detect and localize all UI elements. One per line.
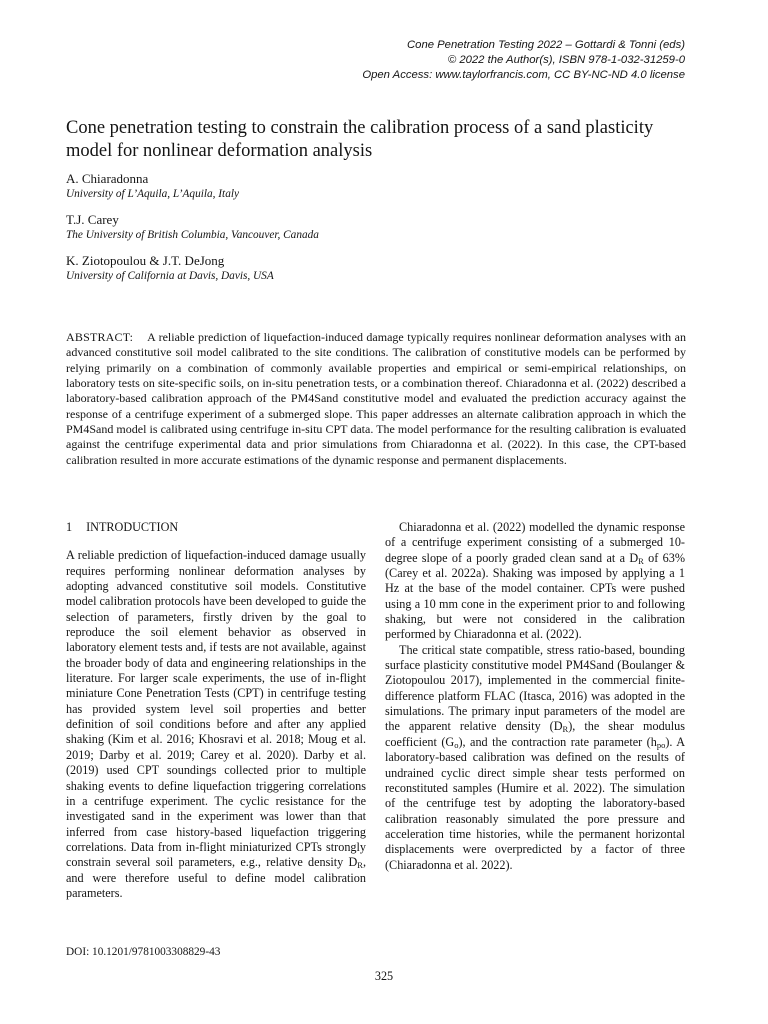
paragraph-text: The critical state compatible, stress ratio-based, bounding surface plasticity constitutive model PM4Sand (Boulanger & Ziotopoulou 2017), implemented in the commercial finite-difference platform FLAC (Itasca, 2016) was adopted in the simulations. The primary input parameters of the model are the apparent relative density (D <box>385 642 685 734</box>
paragraph-text: , and were therefore useful to define model calibration parameters. <box>66 855 366 900</box>
author-affiliation: University of L’Aquila, L’Aquila, Italy <box>66 188 239 200</box>
subscript: R <box>562 724 569 735</box>
header-copyright-line: © 2022 the Author(s), ISBN 978-1-032-31259-0 <box>447 54 685 66</box>
right-column <box>385 520 685 873</box>
publication-header <box>265 38 685 83</box>
abstract <box>66 330 686 468</box>
section-title: INTRODUCTION <box>86 520 179 534</box>
paper-title: Cone penetration testing to constrain the calibration process of a sand plasticity model for nonlinear deformation analysis <box>66 118 654 161</box>
author-block-1 <box>66 171 686 202</box>
author-name: A. Chiaradonna <box>66 171 149 186</box>
intro-paragraph-2 <box>385 520 685 643</box>
paragraph-text: of 63% (Carey et al. 2022a). Shaking was imposed by applying a 1 Hz at the base of the model container. CPTs were pushed using a 10 mm cone in the experiment prior to and following shaking, but were not considered in the calibration performed by Chiaradonna et al. (2022). <box>385 550 685 642</box>
header-proceedings-line: Cone Penetration Testing 2022 – Gottardi & Tonni (eds) <box>407 39 685 51</box>
section-heading <box>66 520 366 535</box>
author-block-2 <box>66 212 686 243</box>
left-column <box>66 520 366 901</box>
subscript: R <box>638 555 644 566</box>
paragraph-text: A reliable prediction of liquefaction-induced damage usually requires performing nonlinear deformation analyses by adopting advanced constitutive soil models. Constitutive model calibration protocols have been developed to guide the selection of parameters, firstly driven by the goal to reproduce the soil element behavior as observed in laboratory element tests and, if tests are not available, against the broader body of data and engineering relationships in the literature. For larger scale experiments, the use of in-flight miniature Cone Penetration Tests (CPT) in centrifuge testing has provided system level soil properties and better definition of soil conditions before and after any applied shaking (Kim et al. 2016; Khosravi et al. 2018; Moug et al. 2019; Darby et al. 2019; Carey et al. 2020). Darby et al. (2019) used CPT soundings collected prior to multiple shaking events to define liquefaction triggering correlations in a centrifuge experiment. The cyclic resistance for the investigated sand in the experiment was lower than that inferred from case history-based liquefaction triggering correlations. Data from in-flight miniaturized CPTs strongly constrain several soil parameters, e.g., relative density D <box>66 548 366 870</box>
paragraph-text: ), and the contraction rate parameter (h <box>458 734 657 749</box>
subscript: po <box>656 739 666 750</box>
author-affiliation: University of California at Davis, Davis, USA <box>66 270 274 282</box>
subscript: R <box>357 860 363 871</box>
section-number: 1 <box>66 520 73 534</box>
abstract-text: A reliable prediction of liquefaction-induced damage typically requires nonlinear deformation analyses with an advanced constitutive soil model calibrated to the site conditions. The calibration of constitutive models can be performed by relying primarily on a combination of commonly available properties and empirical or semi-empirical relationships, on laboratory tests on site-specific soils, on in-situ penetration tests, or a combination thereof. Chiaradonna et al. (2022) described a laboratory-based calibration approach of the PM4Sand constitutive model and evaluated the prediction accuracy against the response of a centrifuge experiment of a submerged slope. This paper addresses an alternate calibration approach in which the PM4Sand model is calibrated using centrifuge in-situ CPT data. The model performance for the resulting calibration is evaluated against the centrifuge experimental data and prior simulations from Chiaradonna et al. (2022). In this case, the CPT-based calibration resulted in more accurate estimations of the dynamic response and permanent displacements. <box>66 330 686 467</box>
paragraph-text: Chiaradonna et al. (2022) modelled the dynamic response of a centrifuge experiment consisting of a submerged 10-degree slope of a poorly graded clean sand at a D <box>385 520 685 565</box>
abstract-label: ABSTRACT: <box>66 330 134 344</box>
paragraph-text: ). A laboratory-based calibration was defined on the results of undrained cyclic direct simple shear tests performed on reconstituted samples (Humire et al. 2022). The simulation of the centrifuge test by adopting the laboratory-based calibration reasonably simulated the pore pressure and acceleration time histories, while the permanent horizontal displacements were overpredicted by a factor of three (Chiaradonna et al. 2022). <box>385 734 686 872</box>
intro-paragraph-1 <box>66 548 366 901</box>
author-name: K. Ziotopoulou & J.T. DeJong <box>66 253 225 268</box>
paragraph-text: ), the shear modulus coefficient (G <box>385 719 685 749</box>
header-license-line: Open Access: www.taylorfrancis.com, CC BY-NC-ND 4.0 license <box>362 69 685 81</box>
subscript: o <box>454 739 459 750</box>
author-block-3 <box>66 253 686 284</box>
author-name: T.J. Carey <box>66 212 119 227</box>
author-affiliation: The University of British Columbia, Vancouver, Canada <box>66 229 319 241</box>
page-number: 325 <box>374 969 394 983</box>
doi: DOI: 10.1201/9781003308829-43 <box>66 946 221 958</box>
intro-paragraph-3 <box>385 643 685 873</box>
